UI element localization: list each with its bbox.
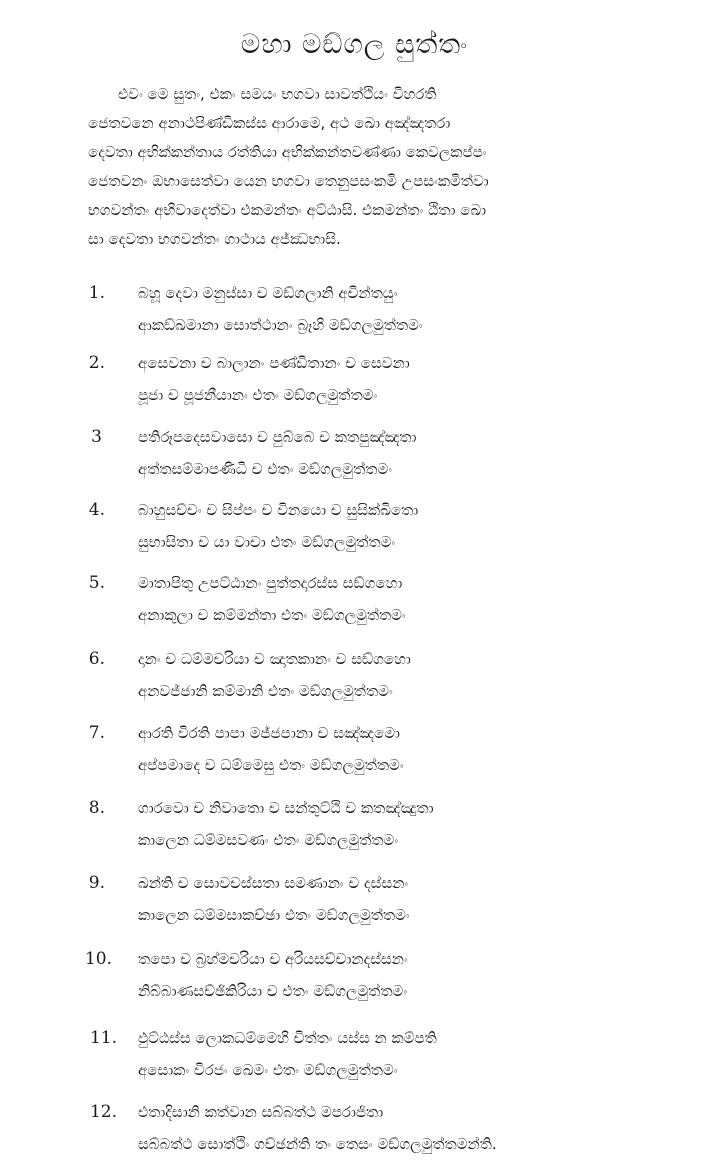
verse-number: 7. bbox=[88, 723, 105, 743]
verse-line: පූජා ච පූජනීයානං එතං මඞ්ගලමුත්තමං bbox=[138, 386, 378, 404]
verse-number: 3 bbox=[91, 427, 102, 447]
verse-line: ආකඞ්ඛමානා සොත්ථානං බ්‍රෑහි මඞ්ගලමුත්තමං bbox=[138, 316, 423, 334]
verse-line: සබ්බත්ථ සොත්ථිං ගච්ඡන්ති තං තෙසං මඞ්ගලමුත්තමන්ති. bbox=[138, 1135, 497, 1153]
intro-line: භගවන්තං අභිවාදෙත්වා එකමන්තං අට්ඨාසි. එකමන්තං ඨිතා ඛො bbox=[88, 201, 487, 219]
intro-line: සා දෙවතා භගවන්තං ගාථාය අජ්ඣභාසි. bbox=[88, 230, 341, 248]
verse-number: 11. bbox=[89, 1028, 117, 1048]
verse-line: නිබ්බාණසච්ඡිකිරියා ච එතං මඞ්ගලමුත්තමං bbox=[138, 982, 408, 1000]
verse-line: එතාදිසානි කත්වාන සබ්බත්ථ මපරාජිතා bbox=[138, 1103, 384, 1121]
verse-number: 8. bbox=[88, 798, 105, 818]
verse-number: 5. bbox=[88, 573, 105, 593]
intro-line: ජෙතවනෙ අනාථපිණ්ඩිකස්ස ආරාමෙ, අථ ඛො අඤ්ඤතරා bbox=[88, 114, 451, 132]
intro-line: එවං මෙ සුතං, එකං සමයං භගවා සාවත්ථියං විහරති bbox=[118, 85, 437, 103]
intro-paragraph bbox=[88, 80, 688, 254]
verse-line: තපො ච බ්‍රහ්මචරියා ච අරියසච්චානදස්සනං bbox=[138, 950, 408, 968]
verse-line: අනවජ්ජානි කම්මානි එතං මඞ්ගලමුත්තමං bbox=[138, 682, 393, 700]
verse-line: කාලෙන ධම්මසාකච්ඡා එතං මඞ්ගලමුත්තමං bbox=[138, 906, 410, 924]
verse-line: අසෙවනා ච බාලානං පණ්ඩිතානං ච සෙවනා bbox=[138, 354, 410, 372]
verse-number: 1. bbox=[88, 283, 105, 303]
verse-line: පතිරූපදෙසවාසො ච පුබ්බෙ ච කතපුඤ්ඤතා bbox=[138, 428, 417, 446]
verse-line: අප්පමාදෙ ච ධම්මෙසු එතං මඞ්ගලමුත්තමං bbox=[138, 756, 404, 774]
verse-number: 10. bbox=[84, 949, 112, 969]
verse-number: 6. bbox=[88, 649, 105, 669]
verse-line: ආරති විරති පාපා මජ්ජපානා ච සඤ්ඤමො bbox=[138, 724, 400, 742]
verse-line: දානං ච ධම්මචරියා ච ඤාතකානං ච සඞ්ගහො bbox=[138, 650, 411, 668]
verse-line: ඵුට්ඨස්ස ලොකධම්මෙහි චිත්තං යස්ස න කම්පති bbox=[138, 1029, 437, 1047]
verse-line: අත්තසම්මාපණිධි ච එතං මඞ්ගලමුත්තමං bbox=[138, 460, 393, 478]
verse-line: කාලෙන ධම්මසවණං එතං මඞ්ගලමුත්තමං bbox=[138, 831, 399, 849]
verse-number: 4. bbox=[88, 500, 105, 520]
intro-line: දෙවතා අභික්කන්තාය රත්තියා අභික්කන්තවණ්ණා කෙවලකප්පං bbox=[88, 143, 487, 161]
verse-line: බහූ දෙවා මනුස්සා ච මඞ්ගලානි අචින්තයුං bbox=[138, 284, 398, 302]
verse-line: අසොකං විරජං ඛෙමං එතං මඞ්ගලමුත්තමං bbox=[138, 1061, 398, 1079]
verse-line: අනාකුලා ච කම්මන්තා එතං මඞ්ගලමුත්තමං bbox=[138, 606, 406, 624]
verse-line: සුභාසිතා ච යා වාචා එතං මඞ්ගලමුත්තමං bbox=[138, 533, 396, 551]
verse-line: ගාරවො ච නිවාතො ච සන්තුට්ඨි ච කතඤ්ඤුතා bbox=[138, 799, 434, 817]
verse-number: 9. bbox=[88, 873, 105, 893]
verse-number: 2. bbox=[88, 353, 105, 373]
document-title: මහා මඞ්ගල සුත්තං bbox=[240, 29, 469, 60]
verse-line: මාතාපිතු උපට්ඨානං පුත්තදාරස්ස සඞ්ගහො bbox=[138, 574, 403, 592]
verse-number: 12. bbox=[89, 1102, 117, 1122]
verse-line: ඛන්ති ච සොවචස්සතා සමණානං ච දස්සනං bbox=[138, 874, 409, 892]
intro-line: ජෙතවනං ඔභාසෙත්වා යෙන භගවා තෙනුපසංකමි උපසංකමිත්වා bbox=[88, 172, 489, 190]
verse-line: බාහුසච්චං ච සිප්පං ච විනයො ච සුසික්ඛිතො bbox=[138, 501, 419, 519]
